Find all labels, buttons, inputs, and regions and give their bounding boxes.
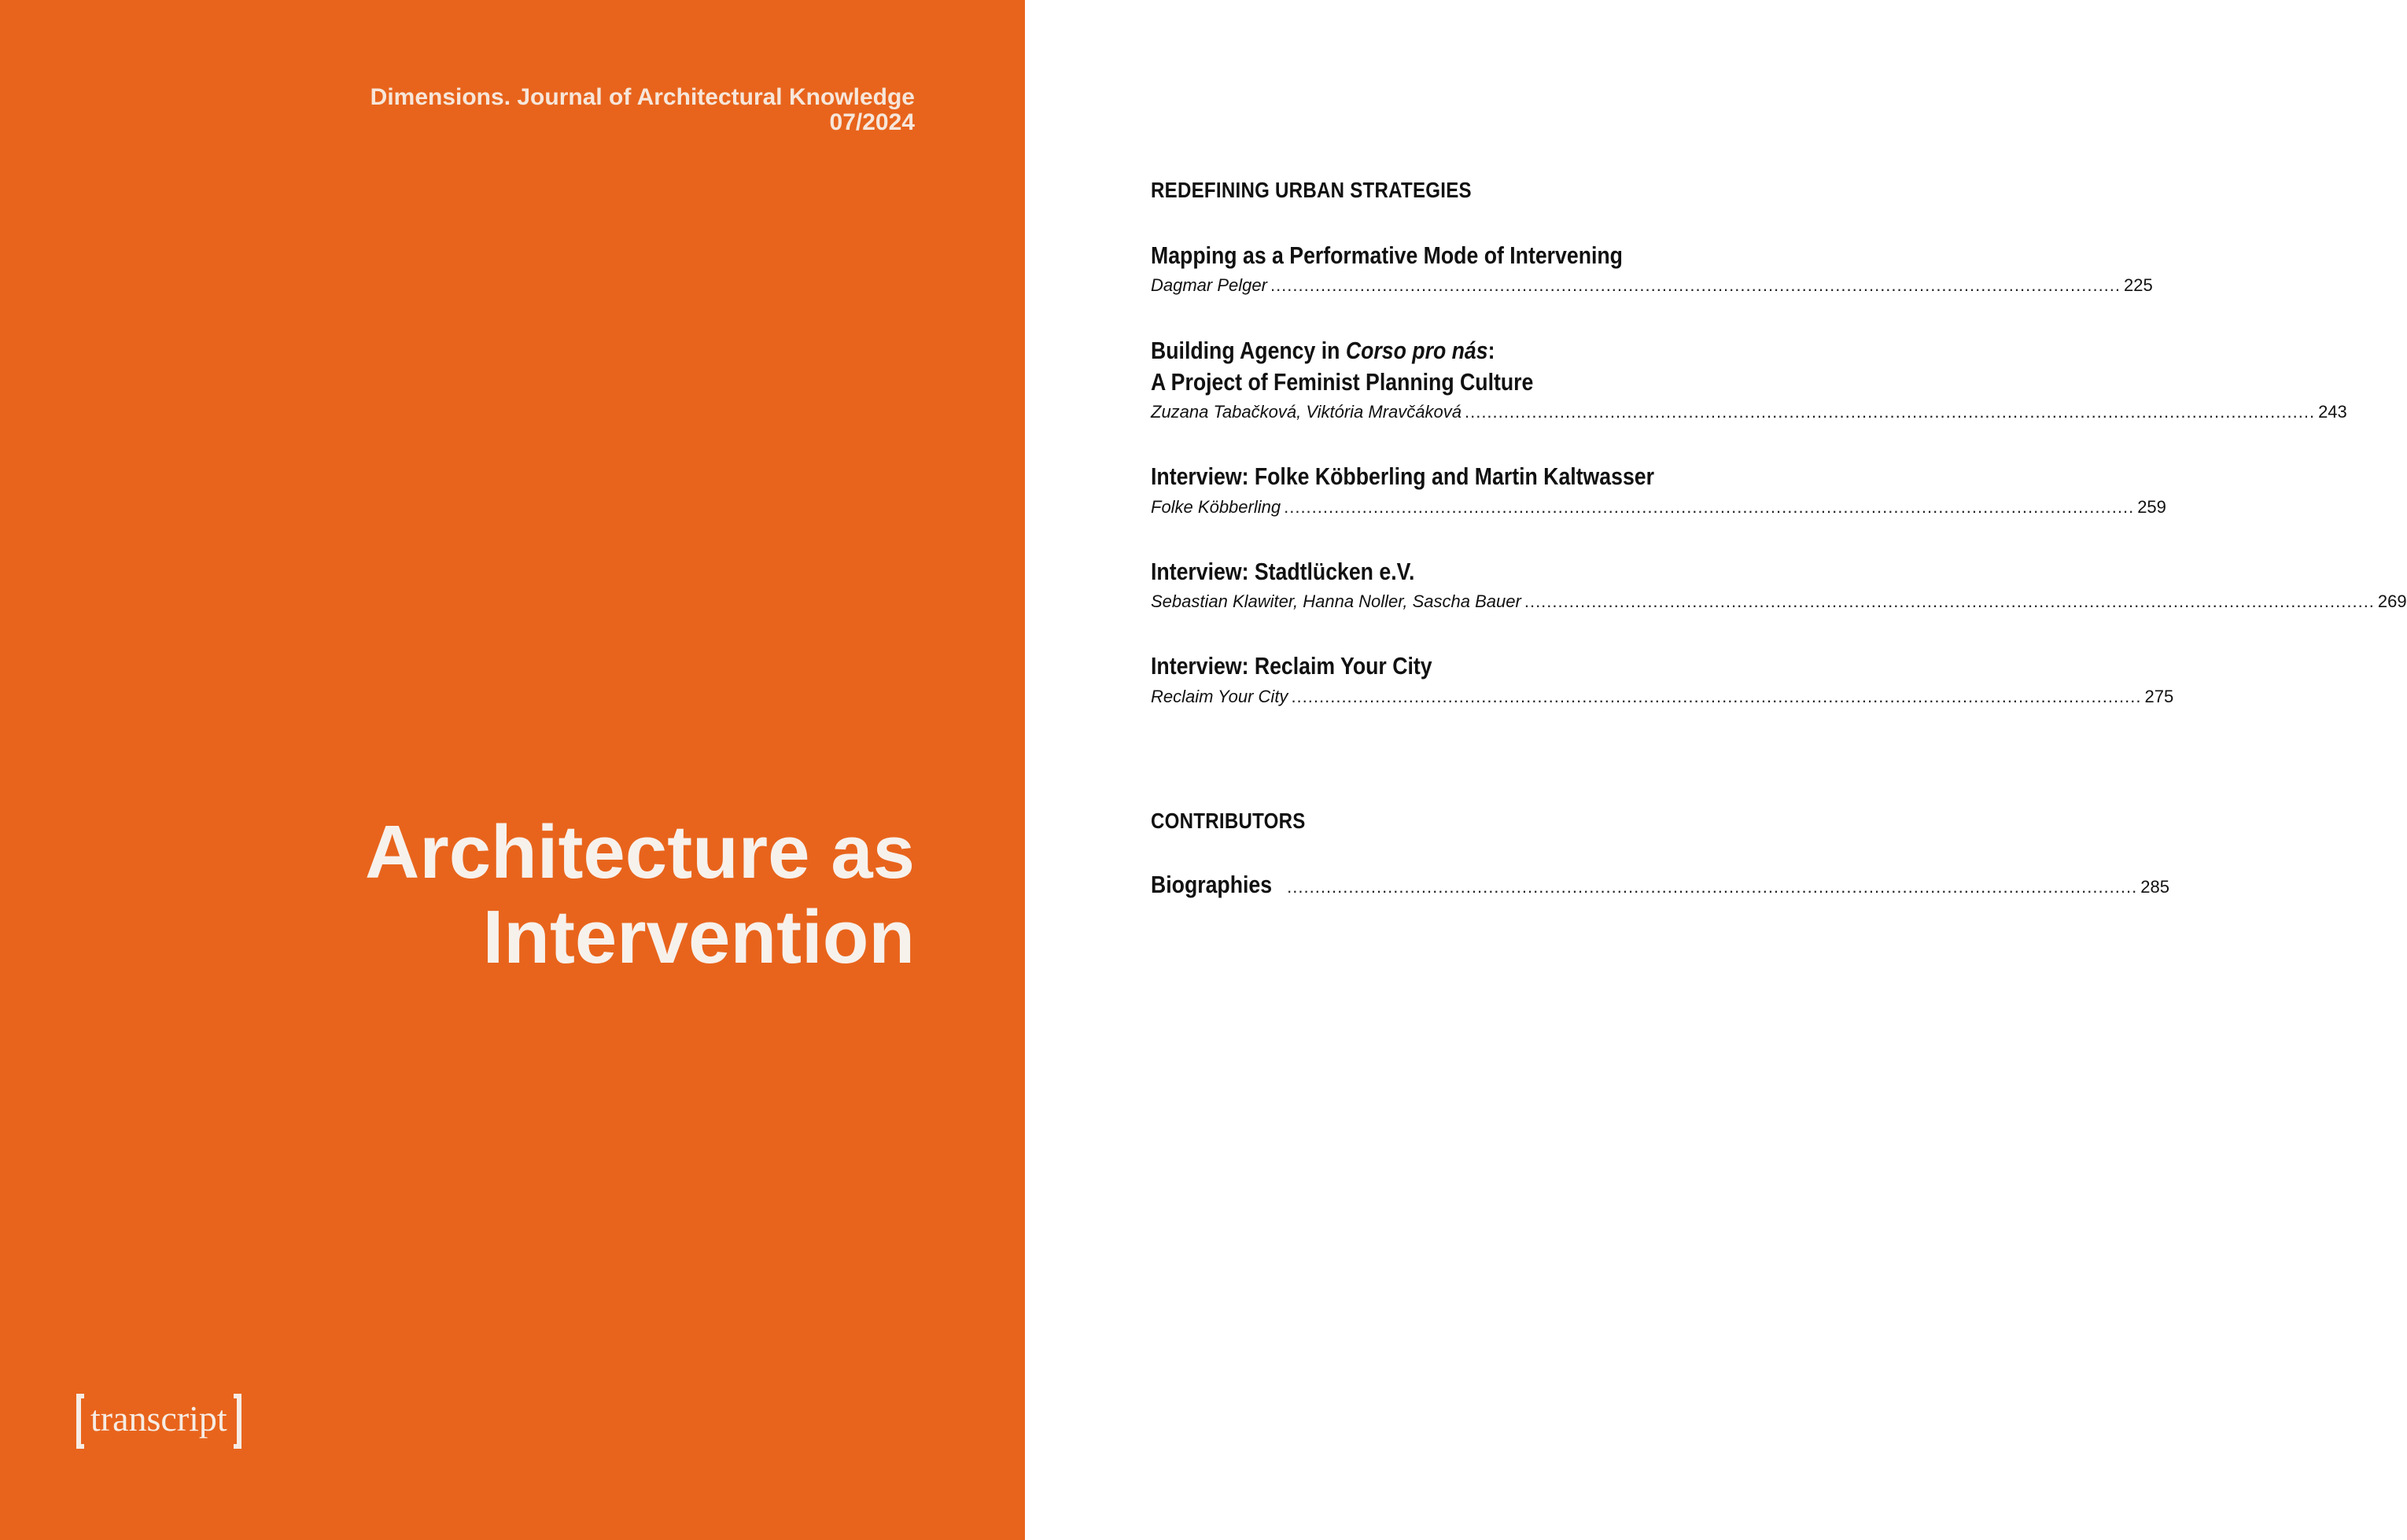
dot-leader: ........................................................................................................................................................ — [1524, 591, 2375, 611]
toc-entry-byline — [1151, 591, 2407, 612]
book-cover — [0, 0, 1025, 1540]
toc-entry-page[interactable]: 259 — [2137, 497, 2166, 517]
toc-entry-title-colon: : — [1487, 337, 1495, 364]
book-title-line2: Intervention — [482, 895, 915, 979]
toc-entry-title-part: Building Agency in — [1151, 337, 1346, 364]
toc-entry-title-italic: Corso pro nás — [1345, 337, 1488, 364]
bracket-left-icon — [76, 1394, 84, 1449]
toc-entry-page[interactable]: 275 — [2144, 687, 2174, 706]
toc-entry-authors: Folke Köbberling — [1151, 497, 1281, 517]
toc-entry-authors: Zuzana Tabačková, Viktória Mravčáková — [1151, 402, 1462, 422]
toc-entry-biographies[interactable] — [1151, 871, 2169, 899]
toc-entry-title[interactable]: Interview: Reclaim Your City — [1151, 652, 1432, 680]
toc-entry-byline — [1151, 402, 2347, 422]
bracket-right-icon — [234, 1394, 241, 1449]
toc-entry-page[interactable]: 269 — [2377, 591, 2407, 611]
toc-entry-page[interactable]: 225 — [2124, 275, 2153, 295]
toc-entry-title[interactable]: Interview: Stadtlücken e.V. — [1151, 558, 1415, 585]
dot-leader: ........................................................................................................................................................ — [1270, 275, 2121, 295]
toc-entry-byline — [1151, 497, 2166, 518]
toc-entry-page[interactable]: 243 — [2318, 402, 2347, 422]
toc-entry-page[interactable]: 285 — [2140, 877, 2169, 897]
toc-entry-authors: Dagmar Pelger — [1151, 275, 1267, 295]
toc-entry-authors: Reclaim Your City — [1151, 687, 1288, 706]
toc-entry-authors: Sebastian Klawiter, Hanna Noller, Sascha Bauer — [1151, 591, 1521, 611]
book-title-line1: Architecture as — [365, 810, 915, 894]
journal-name — [207, 85, 915, 135]
section-heading-redefining-urban-strategies: REDEFINING URBAN STRATEGIES — [1151, 178, 1472, 202]
toc-entry-title-line2: A Project of Feminist Planning Culture — [1151, 368, 1534, 396]
journal-title: Dimensions. Journal of Architectural Knowledge — [370, 84, 915, 110]
toc-entry-title[interactable]: Interview: Folke Köbberling and Martin Kaltwasser — [1151, 462, 1654, 490]
dot-leader: ........................................................................................................................................................ — [1284, 497, 2135, 517]
dot-leader: ........................................................................................................................................................ — [1464, 402, 2316, 422]
journal-issue: 07/2024 — [829, 109, 915, 135]
toc-entry-title: Biographies — [1151, 871, 1273, 898]
book-title — [128, 810, 915, 980]
dot-leader: ........................................................................................................................................................ — [1287, 877, 2138, 897]
publisher-logo — [76, 1392, 241, 1450]
publisher-name: transcript — [90, 1398, 227, 1439]
section-heading-contributors: CONTRIBUTORS — [1151, 809, 1306, 833]
toc-entry-byline — [1151, 687, 2174, 707]
toc-entry-byline — [1151, 275, 2153, 296]
toc-entry-title[interactable]: Mapping as a Performative Mode of Intervening — [1151, 241, 1623, 269]
toc-entry-title[interactable] — [1151, 335, 1533, 398]
dot-leader: ........................................................................................................................................................ — [1291, 687, 2142, 706]
